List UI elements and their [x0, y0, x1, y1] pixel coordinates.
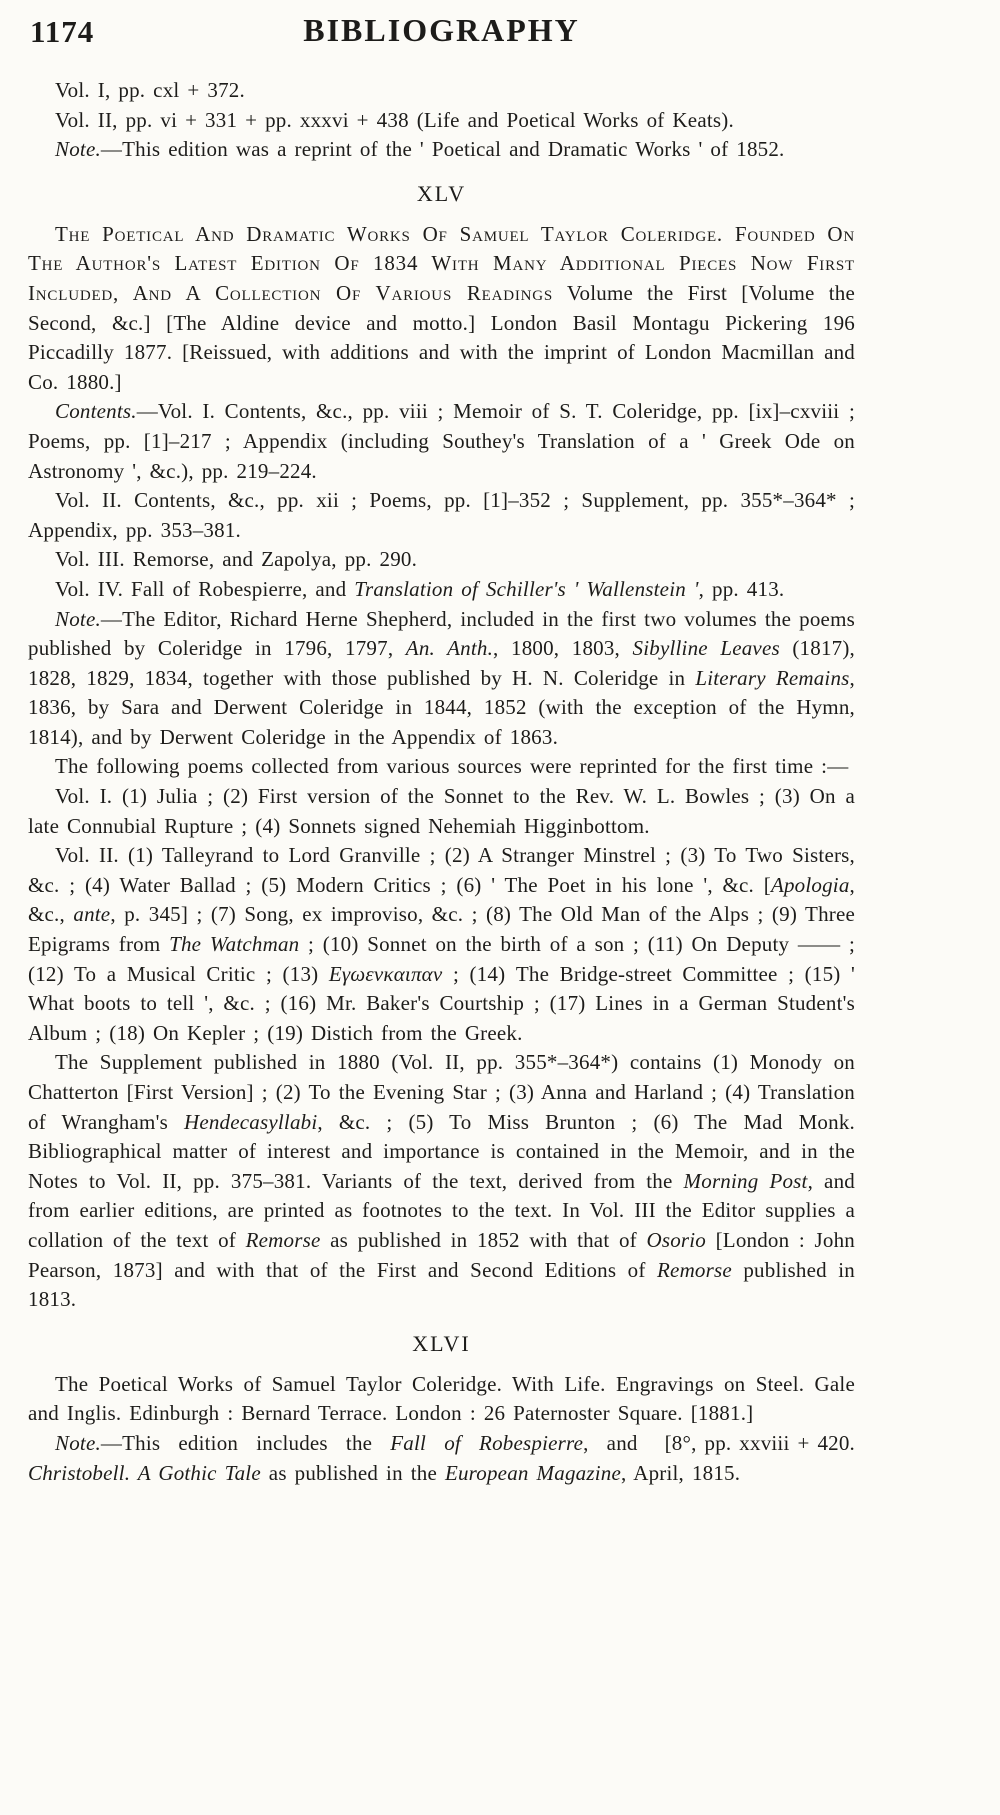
- text-segment: Remorse: [657, 1257, 732, 1282]
- text-segment: ; (10) Sonnet on the birth of a son ; (11) On Deputy —— ; (12) To a Musical Critic ; (13): [28, 932, 856, 986]
- text-segment: The Poetical And Dramatic Works Of Samuel Taylor Coleridge. Founded On The Author's Latest Edition Of 1834 With Many Additional Pieces Now First Included, And A Collection Of Various Readings: [28, 221, 855, 305]
- text-segment: Christobell. A Gothic Tale: [28, 1460, 261, 1485]
- text-segment: Hendecasyllabi: [183, 1109, 318, 1134]
- text-segment: ; (14) The Bridge-street Committee ; (15) ' What boots to tell ', &c. ; (16) Mr. Baker's Courtship ; (17) Lines in a German Student's Album ; (18) On Kepler ; (19) Distich from the Greek.: [28, 961, 855, 1045]
- text-segment: Vol. II. (1) Talleyrand to Lord Granville ; (2) A Stranger Minstrel ; (3) To Two Sisters, &c. ; (4) Water Ballad ; (5) Modern Critics ; (6) ' The Poet in his lone ', &c. [: [28, 843, 855, 897]
- paragraph: [28, 545, 855, 575]
- text-segment: Sibylline Leaves: [632, 636, 780, 661]
- paragraph: [28, 397, 855, 486]
- text-segment: The Supplement published in 1880 (Vol. II, pp. 355*–364*) contains (1) Monody on Chatterton [First Version] ; (2) To the Evening Star ; (3) Anna and Harland ; (4) Translation of Wrangham's: [28, 1050, 855, 1134]
- paragraph: [28, 76, 855, 106]
- page-header: [28, 12, 855, 56]
- text-segment: Osorio: [646, 1227, 706, 1252]
- text-segment: as published in the: [260, 1460, 445, 1485]
- text-segment: The Poetical Works of Samuel Taylor Coleridge. With Life. Engravings on Steel. Gale and Inglis. Edinburgh : Bernard Terrace. London : 26 Paternoster Square. [1881.]: [28, 1371, 855, 1426]
- text-segment: Vol. III. Remorse, and Zapolya, pp. 290.: [55, 547, 418, 572]
- text-segment: (1817), 1828, 1829, 1834, together with those published by H. N. Coleridge in: [28, 636, 855, 690]
- text-segment: European Magazine: [444, 1460, 621, 1485]
- text-segment: as published in 1852 with that of: [320, 1227, 647, 1252]
- paragraph: [28, 106, 855, 136]
- text-segment: [8°, pp. xxviii + 420.: [664, 1430, 855, 1455]
- text-segment: —Vol. I. Contents, &c., pp. viii ; Memoir of S. T. Coleridge, pp. [ix]–cxviii ; Poems, pp. [1]–217 ; Appendix (including Southey's Translation of a ' Greek Ode on Astronomy ', &c.), pp. 219–224.: [28, 399, 855, 483]
- text-segment: Vol. I. (1) Julia ; (2) First version of the Sonnet to the Rev. W. L. Bowles ; (3) On a late Connubial Rupture ; (4) Sonnets signed Nehemiah Higginbottom.: [28, 784, 855, 838]
- text-segment: Vol. II, pp. vi + 331 + pp. xxxvi + 438 (Life and Poetical Works of Keats).: [55, 107, 734, 132]
- text-segment: —This edition was a reprint of the ' Poetical and Dramatic Works ' of 1852.: [100, 137, 785, 162]
- text-segment: , &c. ; (5) To Miss Brunton ; (6) The Mad Monk. Bibliographical matter of interest and importance is contained in the Memoir, and in the Notes to Vol. II, pp. 375–381. Variants of the text, derived from the: [28, 1109, 855, 1193]
- text-segment: An. Anth.: [405, 636, 494, 661]
- paragraph: [28, 1048, 855, 1314]
- text-segment: , 1800, 1803,: [493, 636, 633, 661]
- paragraph: [28, 752, 855, 782]
- text-segment: , &c.,: [28, 872, 855, 927]
- text-segment: Volume the First [Volume the Second, &c.] [The Aldine device and motto.] London Basil Montagu Pickering 196 Piccadilly 1877. [Reissued, with additions and with the imprint of London Macmillan and Co. 1880.]: [28, 280, 855, 394]
- paragraph: [28, 575, 855, 605]
- paragraph: [28, 605, 855, 753]
- text-segment: —The Editor, Richard Herne Shepherd, included in the first two volumes the poems published by Coleridge in 1796, 1797,: [28, 606, 855, 661]
- text-segment: Morning Post: [683, 1168, 808, 1193]
- paragraph: [28, 135, 855, 165]
- text-segment: Translation of Schiller's ' Wallenstein ': [354, 576, 699, 601]
- paragraph: [28, 486, 855, 545]
- text-segment: , p. 345] ; (7) Song, ex improviso, &c. ; (8) The Old Man of the Alps ; (9) Three Epigrams from: [28, 902, 855, 957]
- page-number: 1174: [30, 14, 95, 49]
- running-title: BIBLIOGRAPHY: [303, 12, 580, 48]
- text-segment: Note.: [55, 137, 101, 162]
- section-heading: XLV: [416, 180, 467, 206]
- section-heading: XLVI: [412, 1330, 471, 1356]
- text-segment: , and: [583, 1430, 638, 1455]
- page-body: [28, 76, 855, 1488]
- text-segment: The following poems collected from various sources were reprinted for the first time :—: [55, 754, 849, 779]
- text-segment: Literary Remains: [695, 665, 850, 690]
- text-segment: Contents.: [55, 399, 137, 424]
- text-segment: ante: [73, 902, 111, 927]
- paragraph: [28, 841, 855, 1048]
- text-segment: Εγωενκαιπαν: [328, 961, 443, 986]
- text-segment: Vol. I, pp. cxl + 372.: [55, 78, 245, 102]
- paragraph: [28, 782, 855, 841]
- text-segment: Fall of Robespierre: [390, 1430, 584, 1455]
- text-segment: Note.: [55, 606, 101, 631]
- text-segment: The Watchman: [169, 932, 300, 957]
- text-segment: Vol. II. Contents, &c., pp. xii ; Poems, pp. [1]–352 ; Supplement, pp. 355*–364* ; Appendix, pp. 353–381.: [28, 488, 855, 542]
- text-segment: Vol. IV. Fall of Robespierre, and: [55, 576, 355, 601]
- text-segment: Note.: [55, 1430, 101, 1455]
- text-segment: , April, 1815.: [620, 1460, 741, 1485]
- text-segment: , 1836, by Sara and Derwent Coleridge in 1844, 1852 (with the exception of the Hymn, 1814), and by Derwent Coleridge in the Appendix of 1863.: [28, 665, 855, 749]
- text-segment: , pp. 413.: [698, 576, 785, 601]
- text-segment: , and from earlier editions, are printed as footnotes to the text. In Vol. III the Editor supplies a collation of the text of: [28, 1168, 855, 1252]
- text-segment: Remorse: [245, 1227, 321, 1252]
- text-segment: published in 1813.: [28, 1257, 855, 1312]
- paragraph: [28, 220, 855, 398]
- text-segment: [London : John Pearson, 1873] and with that of the First and Second Editions of: [28, 1227, 856, 1282]
- text-segment: Apologia: [770, 872, 850, 897]
- text-segment: —This edition includes the: [100, 1430, 391, 1455]
